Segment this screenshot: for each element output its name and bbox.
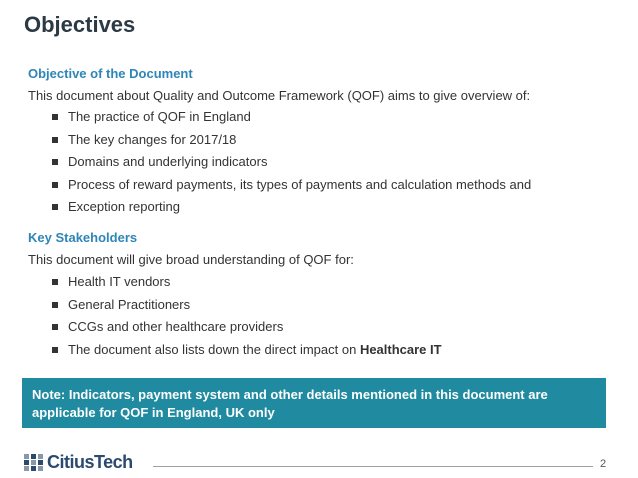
- list-item-text: Health IT vendors: [68, 274, 171, 289]
- bullet-square-icon: [52, 302, 58, 308]
- list-item: [52, 176, 531, 199]
- list-item-text: Exception reporting: [68, 199, 181, 214]
- bullet-square-icon: [52, 137, 58, 143]
- bullet-square-icon: [52, 182, 58, 188]
- bullet-square-icon: [52, 159, 58, 165]
- list-item: [52, 153, 531, 176]
- bullet-square-icon: [52, 324, 58, 330]
- list-item-text: The key changes for 2017/18: [68, 131, 237, 147]
- list-item: [52, 198, 531, 221]
- footer-divider: [153, 466, 593, 467]
- list-item: [52, 131, 531, 154]
- list-item-text: Domains and underlying indicators: [68, 154, 268, 169]
- stakeholder-bullet-list: [52, 273, 442, 363]
- bullet-square-icon: [52, 114, 58, 120]
- list-item-text: The practice of QOF in England: [68, 109, 251, 124]
- objective-bullet-list: [52, 108, 531, 221]
- note-text: Note: Indicators, payment system and other details mentioned in this document are applicable for QOF in England, UK only: [32, 387, 548, 420]
- list-item: [52, 273, 442, 296]
- objective-intro: This document about Quality and Outcome Framework (QOF) aims to give overview of:: [28, 88, 531, 103]
- list-item-text: The document also lists down the direct impact on: [68, 341, 360, 357]
- section-heading-objective: Objective of the Document: [28, 66, 193, 81]
- list-item: [52, 341, 442, 364]
- logo-text: CitiusTech: [47, 451, 133, 472]
- bullet-square-icon: [52, 279, 58, 285]
- section-heading-stakeholders: Key Stakeholders: [28, 230, 138, 245]
- page-title: Objectives: [24, 12, 136, 37]
- list-item-text: General Practitioners: [68, 296, 191, 312]
- logo-grid-icon: [24, 454, 43, 471]
- note-box: [22, 378, 606, 428]
- list-item: [52, 108, 531, 131]
- bullet-square-icon: [52, 347, 58, 353]
- stakeholders-intro: This document will give broad understanding of QOF for:: [28, 252, 354, 267]
- list-item-emphasis: Healthcare IT: [359, 341, 442, 357]
- company-logo: [24, 451, 133, 473]
- list-item: [52, 318, 442, 341]
- list-item-text: Process of reward payments, its types of payments and calculation methods and: [68, 176, 532, 192]
- list-item: [52, 296, 442, 319]
- page-number: 2: [600, 458, 607, 470]
- list-item-text: CCGs and other healthcare providers: [68, 319, 284, 334]
- bullet-square-icon: [52, 204, 58, 210]
